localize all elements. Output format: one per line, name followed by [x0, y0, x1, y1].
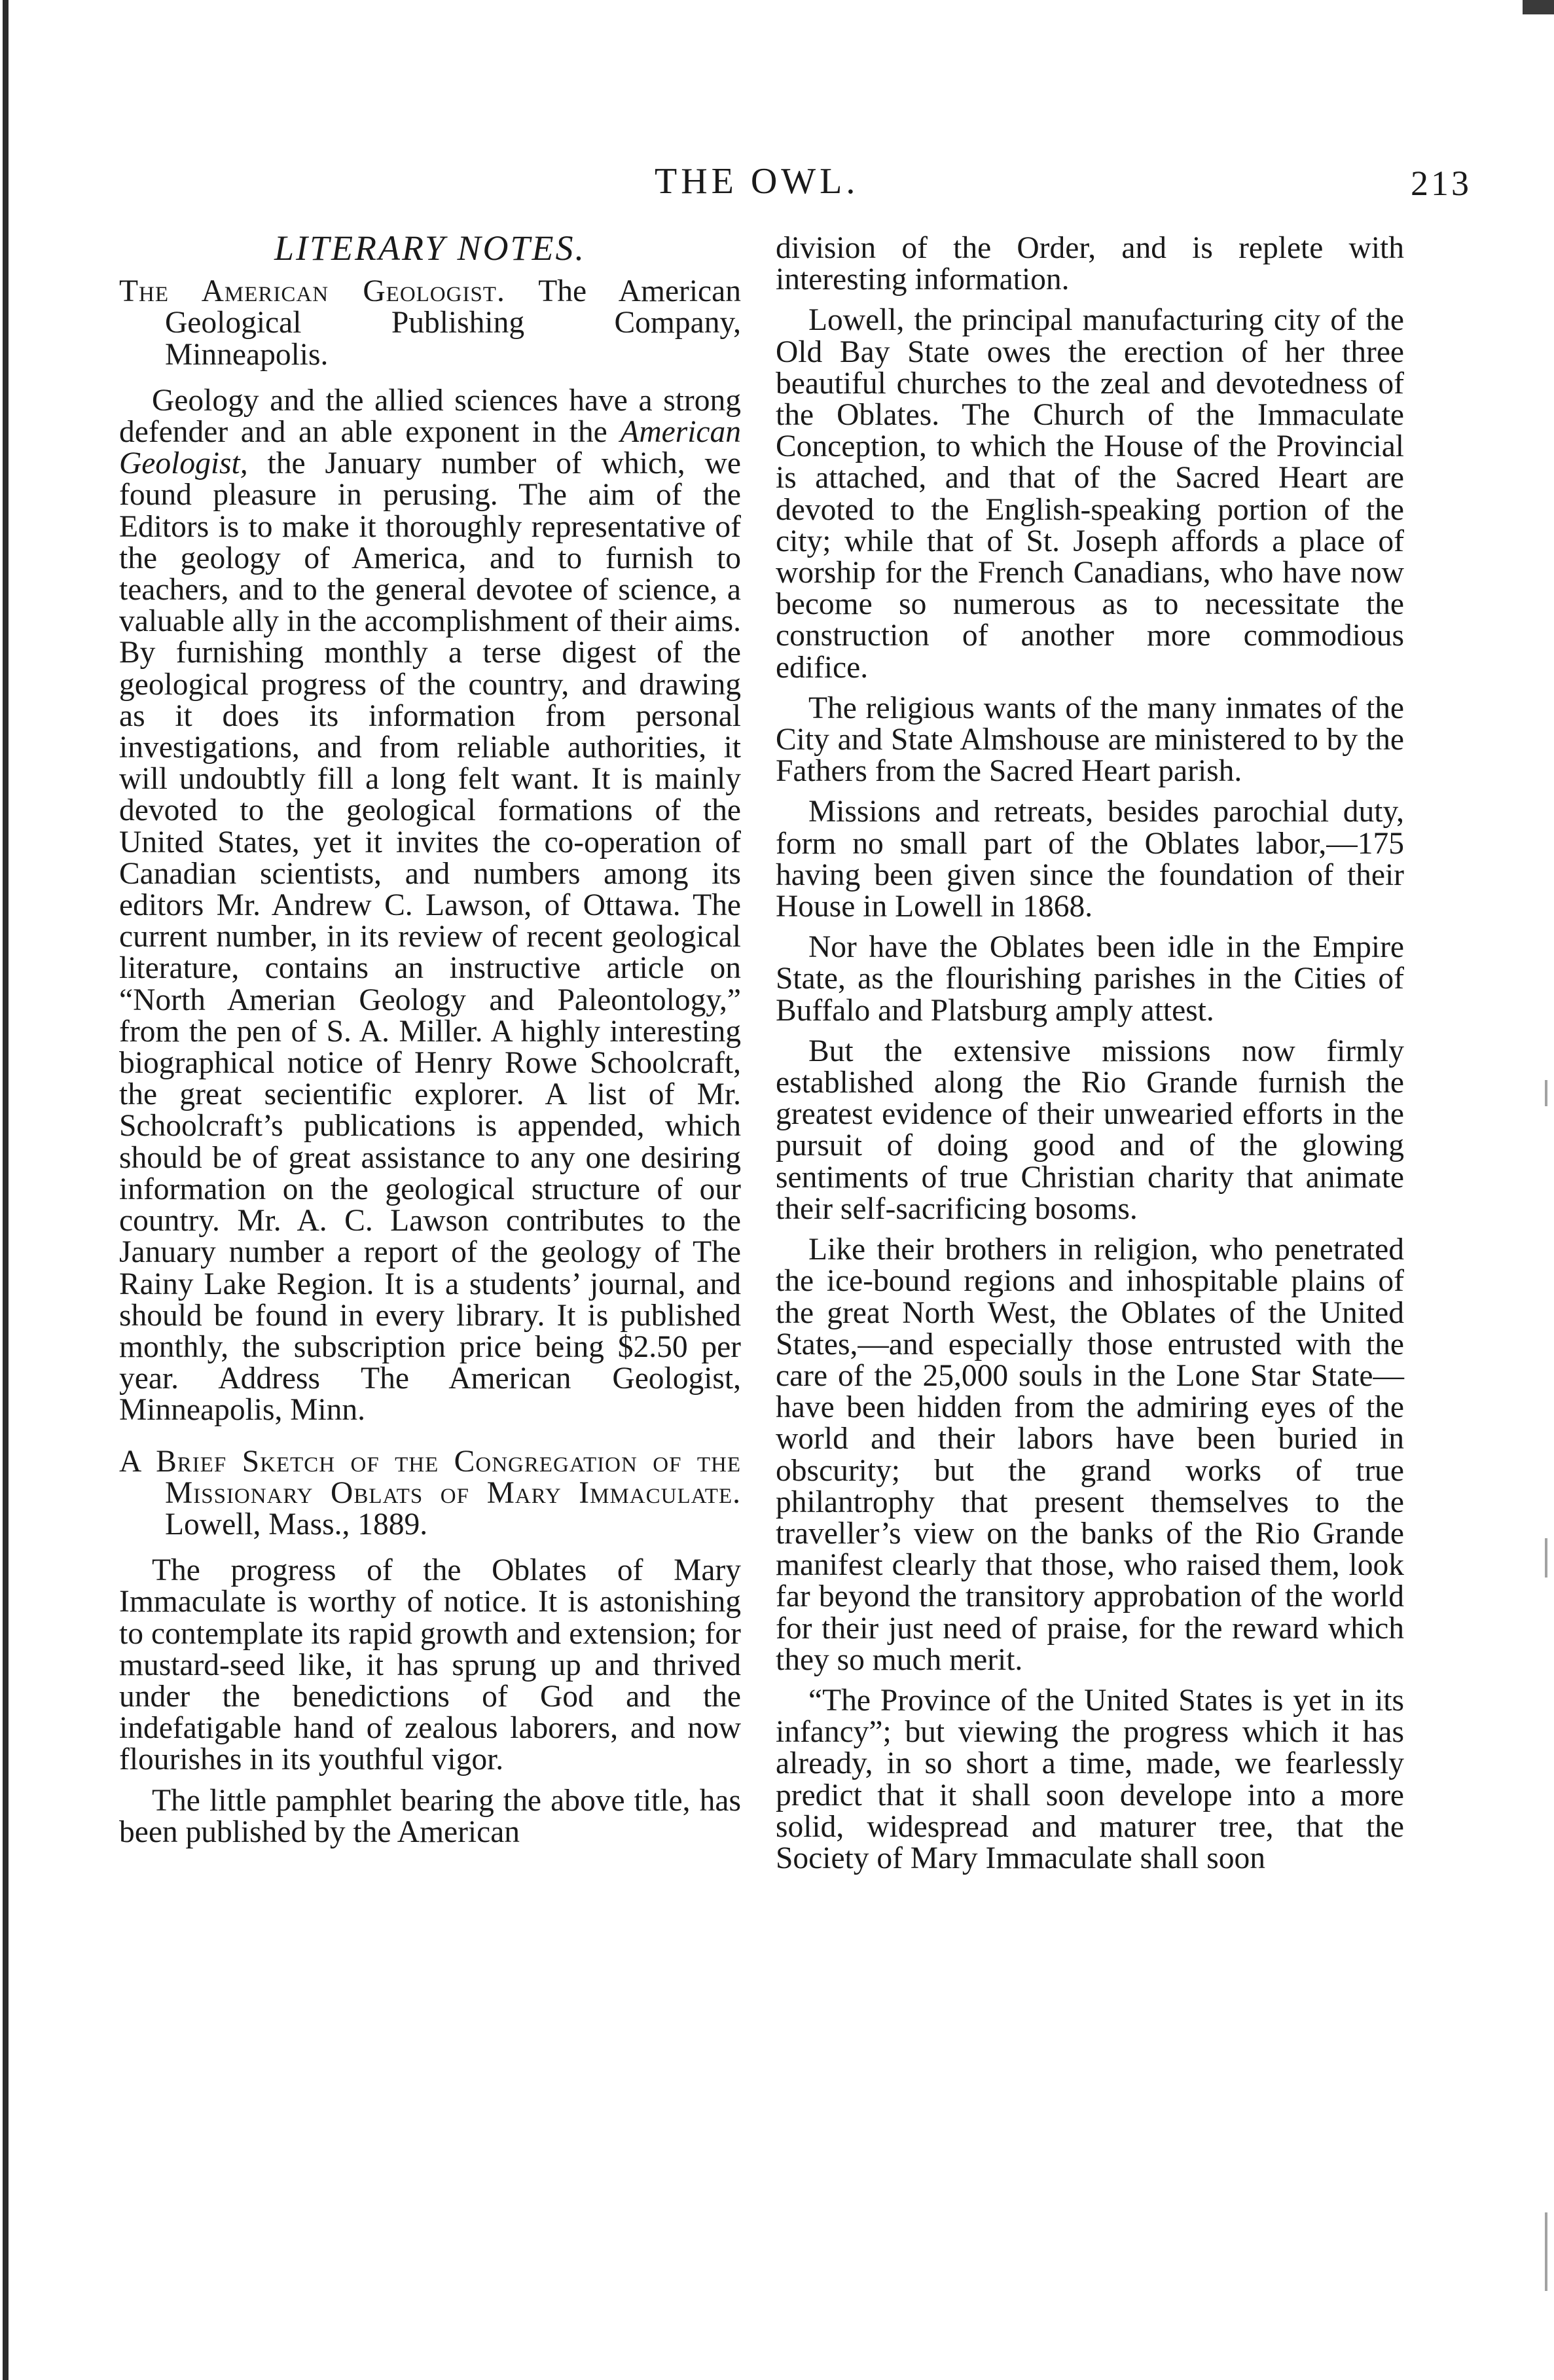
section-title: LITERARY NOTES. — [274, 228, 587, 268]
page-edge-rule — [3, 0, 9, 2380]
notice-heading-american-geologist — [119, 276, 741, 370]
review-paragraph: division of the Order, and is replete with interesting information. — [776, 231, 1404, 297]
notice-heading-oblates — [119, 1446, 741, 1541]
review-paragraph: Missions and retreats, besides parochial duty, form no small part of the Oblates labor,—175 having been given since the foundation of their House in Lowell in 1868. — [776, 795, 1404, 924]
review-paragraph: Nor have the Oblates been idle in the Empire State, as the flourishing parishes in the Cities of Buffalo and Platsburg amply attest. — [776, 930, 1404, 1028]
review-text: Geology and the allied sciences have a strong defender and an able exponent in the — [119, 383, 741, 450]
page-number: 213 — [1411, 164, 1472, 203]
left-column — [119, 228, 742, 1849]
review-paragraph: The religious wants of the many inmates of the City and State Almshouse are ministered to by the Fathers from the Sacred Heart parish. — [776, 691, 1404, 789]
review-text: the January number of which, we found pleasure in perusing. The aim of the Editors is to make it thoroughly representative of the geology of America, and to furnish to teachers, and to the general devotee of science, a valuable ally in the accomplishment of their aims. By furnishing monthly a terse digest of the geological progress of the country, and drawing as it does its information from personal investigations, and from reliable authorities, it will undoubtly fill a long felt want. It is mainly devoted to the geological formations of the United States, yet it invites the co-operation of Canadian scientists, and numbers among its editors Mr. Andrew C. Lawson, of Ottawa. The current number, in its review of recent geological literature, contains an instructive article on “North Amerian Geology and Paleontology,” from the pen of S. A. Miller. A highly interesting biographical notice of Henry Rowe Schoolcraft, the great secientific explorer. A list of Mr. Schoolcraft’s publications is appended, which should be of great assistance to any one desiring information on the geological structure of our country. Mr. A. C. Lawson contributes to the January number a report of the geology of The Rainy Lake Region. It is a students’ journal, and should be found in every library. It is published monthly, the subscription price being $2.50 per year. Address The American Geologist, Minneapolis, Minn. — [119, 446, 742, 1428]
review-paragraph: “The Province of the United States is yet in its infancy”; but viewing the progress which it has already, in so short a time, made, we fearlessly predict that it shall soon develope into a more solid, widespread and maturer tree, that the Society of Mary Immaculate shall soon — [776, 1683, 1404, 1875]
right-column — [776, 232, 1404, 1874]
scan-edge-mark — [1545, 1538, 1547, 1578]
notice-title: The American Geologist. — [119, 274, 505, 309]
notice-publisher: The American Geological Publishing Company, Minneapolis. — [165, 274, 741, 372]
notice-place-date: Lowell, Mass., 1889. — [165, 1507, 428, 1542]
page-header — [0, 160, 1554, 213]
review-paragraph: The progress of the Oblates of Mary Immaculate is worthy of notice. It is astonishing to contemplate its rapid growth and extension; for mustard-seed like, it has sprung up and thrived under the benedictions of God and the indefatigable hand of zealous laborers, and now flourishes in its youthful vigor. — [119, 1553, 741, 1777]
running-title: THE OWL. — [655, 161, 859, 202]
review-paragraph: The little pamphlet bearing the above title, has been published by the American — [119, 1783, 741, 1849]
journal-title: American Geologist, — [119, 415, 741, 481]
scan-edge-mark — [1545, 2212, 1547, 2291]
review-paragraph: Like their brothers in religion, who penetrated the ice-bound regions and inhospitable plains of the great North West, the Oblates of the United States,—and especially those entrusted with the care of the 25,000 souls in the Lone Star State—have been hidden from the admiring eyes of the world and their labors have been buried in obscurity; but the grand works of true philantrophy that present themselves to the traveller’s view on the banks of the Rio Grande manifest clearly that those, who raised them, look far beyond the transitory approbation of the world for their just need of praise, for the reward which they so much merit. — [776, 1233, 1404, 1677]
review-paragraph: Lowell, the principal manufacturing city of the Old Bay State owes the erection of her three beautiful churches to the zeal and devotedness of the Oblates. The Church of the Immaculate Conception, to which the House of the Provincial is attached, and that of the Sacred Heart are devoted to the English-speaking portion of the city; while that of St. Joseph affords a place of worship for the French Canadians, who have now become so numerous as to necessitate the construction of another more commodious edifice. — [776, 303, 1404, 685]
review-paragraph — [119, 385, 741, 1426]
review-paragraph: But the extensive missions now firmly established along the Rio Grande furnish the greatest evidence of their unwearied efforts in the pursuit of doing good and of the glowing sentiments of true Christian charity that animate their self-sacrificing bosoms. — [776, 1034, 1404, 1226]
scan-corner-mark — [1523, 0, 1554, 14]
notice-title: A Brief Sketch of the Congregation of the Missionary Oblats of Mary Immaculate. — [119, 1444, 741, 1510]
scan-edge-mark — [1545, 1080, 1547, 1106]
